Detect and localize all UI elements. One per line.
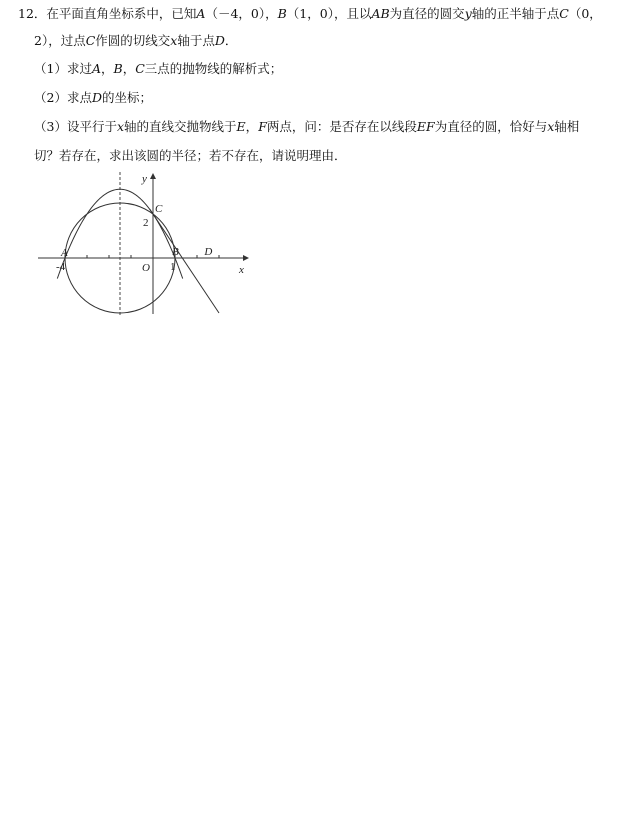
text: 轴于点 xyxy=(177,33,215,48)
text: （1）求过 xyxy=(34,61,92,76)
point-e: E xyxy=(236,119,246,134)
label-one: 1 xyxy=(170,261,176,273)
text: 为直径的圆交 xyxy=(389,6,465,21)
label-point-b: B xyxy=(172,246,179,258)
point-d: D xyxy=(214,33,225,48)
text: 在平面直角坐标系中，已知 xyxy=(46,6,197,21)
point-d: D xyxy=(91,90,102,105)
text: 轴的正半轴于点 xyxy=(471,6,560,21)
label-x-axis: x xyxy=(239,264,244,276)
point-c: C xyxy=(85,33,96,48)
question-2 xyxy=(34,90,152,106)
point-c: C xyxy=(135,61,145,76)
var-x: x xyxy=(116,119,125,134)
text: 轴的直线交抛物线于 xyxy=(124,119,237,134)
text: 作圆的切线交 xyxy=(95,33,171,48)
problem-number: 12． xyxy=(18,6,47,21)
text: （－4，0）， xyxy=(205,6,278,21)
point-c: C xyxy=(559,6,569,21)
label-point-a: A xyxy=(61,247,68,259)
question-3 xyxy=(34,119,579,135)
label-point-c: C xyxy=(155,203,163,215)
point-a: A xyxy=(91,61,101,76)
text: 三点的抛物线的解析式； xyxy=(144,61,283,76)
text: （3）设平行于 xyxy=(34,119,117,134)
text: ， xyxy=(100,61,114,76)
point-b: B xyxy=(113,61,123,76)
segment-ab: AB xyxy=(371,6,390,21)
text: 切？若存在，求出该圆的半径；若不存在，请说明理由． xyxy=(34,148,347,163)
tangent-line-cd xyxy=(150,209,219,313)
label-minus-four: -4 xyxy=(56,261,66,273)
text: ， xyxy=(245,119,259,134)
text: ． xyxy=(224,33,238,48)
figure-svg xyxy=(34,170,254,318)
point-a: A xyxy=(196,6,206,21)
label-origin: O xyxy=(142,262,150,274)
text: 两点，问：是否存在以线段 xyxy=(266,119,417,134)
segment-ef: EF xyxy=(416,119,435,134)
var-x: x xyxy=(170,33,178,48)
var-y: y xyxy=(464,6,472,21)
text: 2），过点 xyxy=(34,33,86,48)
question-3-continued xyxy=(34,148,347,164)
text: （2）求点 xyxy=(34,90,92,105)
coordinate-figure xyxy=(34,170,254,318)
question-1 xyxy=(34,61,282,77)
text: ， xyxy=(122,61,136,76)
label-y-axis: y xyxy=(142,173,147,185)
text: 为直径的圆，恰好与 xyxy=(434,119,548,134)
label-point-d: D xyxy=(204,246,213,258)
text: 的坐标； xyxy=(101,90,152,105)
point-f: F xyxy=(258,119,267,134)
label-two: 2 xyxy=(143,217,149,229)
text: （0， xyxy=(568,6,602,21)
point-b: B xyxy=(277,6,287,21)
problem-statement-line-1 xyxy=(18,6,602,22)
problem-statement-line-2 xyxy=(34,33,237,49)
text: （1，0），且以 xyxy=(286,6,372,21)
var-x: x xyxy=(547,119,555,134)
text: 轴相 xyxy=(554,119,580,134)
